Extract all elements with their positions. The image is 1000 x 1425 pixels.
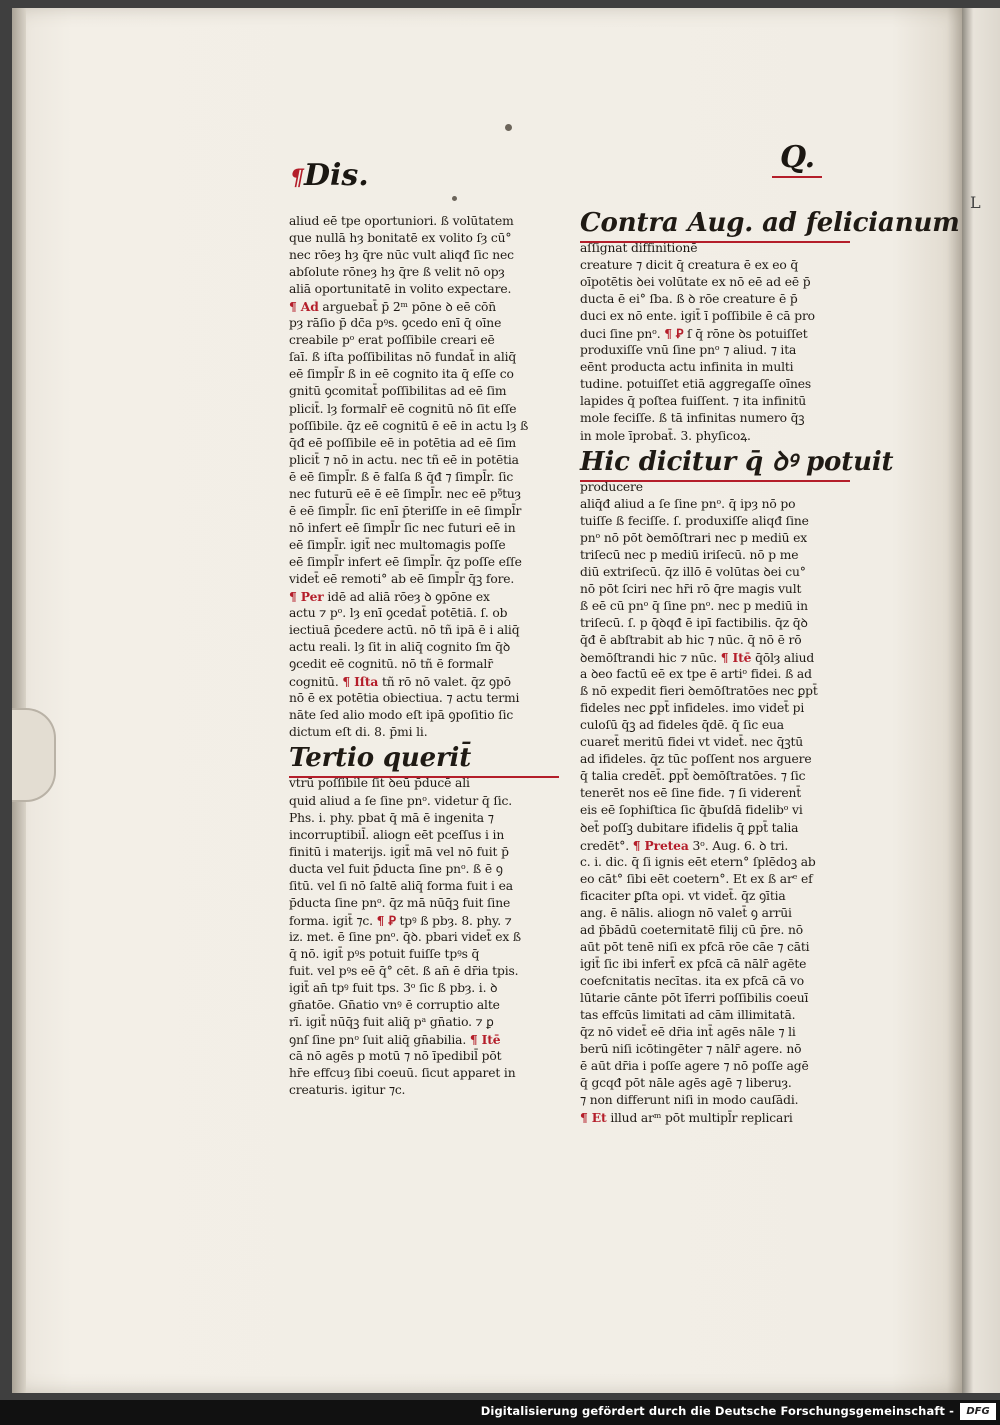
text-line bbox=[289, 775, 559, 792]
text-run: ꝯnſ ſine pnᵒ ſuit aliq̄ gn̄abilia. bbox=[289, 1033, 470, 1048]
text-run: eo cāt° ſibi eēt coetern°. Et ex ß arᵉ ef bbox=[580, 871, 813, 886]
text-line bbox=[289, 247, 559, 264]
text-run: cuaret̄ meritū fidei vt videt̄. nec q̄ꝫtū bbox=[580, 735, 804, 750]
text-line bbox=[580, 410, 850, 427]
text-run: ꝺet̄ poſſꝫ dubitare ifidelis q̄ ꝑpt̄ talia bbox=[580, 820, 799, 835]
text-run: aliā oportunitatē in volito expectare. bbox=[289, 282, 512, 297]
running-head bbox=[290, 158, 369, 193]
text-line bbox=[580, 547, 850, 564]
text-run: nō infert eē ſimpl̄r ſic nec futuri eē in bbox=[289, 520, 516, 535]
text-run: nō pōt ſciri nec hr̄i rō q̄re magis vult bbox=[580, 581, 802, 596]
text-run: lapides q̄ poſtea fuiſſent. ⁊ ita infinitū bbox=[580, 394, 807, 409]
text-run: produxiſſe vnū ſine pnᵒ ⁊ aliud. ⁊ ita bbox=[580, 343, 797, 358]
text-line bbox=[289, 980, 559, 997]
text-line bbox=[289, 383, 559, 400]
text-line bbox=[580, 632, 850, 649]
text-line bbox=[289, 656, 559, 673]
text-run: q̄ nō. igit̄ pꝰs potuit fuiſſe tpꝰs q̄ bbox=[289, 946, 480, 961]
text-line bbox=[289, 264, 559, 281]
text-run: duci ex nō ente. igit̄ ī poſſibile ē cā pro bbox=[580, 309, 815, 324]
text-line bbox=[580, 308, 850, 325]
text-line bbox=[289, 315, 559, 332]
text-run: arguebat̄ p̄ 2ᵐ pōne ꝺ eē cōn̄ bbox=[318, 300, 497, 315]
text-run: aliq̄đ aliud a ſe ſine pnᵒ. q̄ ipȝ nō po bbox=[580, 496, 796, 511]
text-line bbox=[580, 905, 850, 922]
text-line bbox=[580, 393, 850, 410]
text-line bbox=[580, 291, 850, 308]
text-run: ad ifideles. q̄z tūc poſſent nos arguere bbox=[580, 752, 812, 767]
pin-hole-small bbox=[452, 196, 457, 201]
text-run: pȝ rāſio p̄ dc̄a pꝰs. ꝯcedo enī q̄ oīne bbox=[289, 316, 502, 331]
rubric-mark: ¶ Itē bbox=[469, 1032, 501, 1048]
text-run: creature ⁊ dicit q̄ creatura ē ex eo q̄ bbox=[580, 258, 799, 273]
text-run: q̄ōlȝ aliud bbox=[751, 651, 815, 666]
text-run: tudine. potuiſſet etiā aggregaſſe oīnes bbox=[580, 377, 812, 392]
text-run: tas effcūs limitati ad cām illimitatā. bbox=[580, 1008, 796, 1023]
text-line bbox=[289, 230, 559, 247]
text-line bbox=[580, 785, 850, 802]
text-line bbox=[289, 690, 559, 707]
text-line bbox=[289, 963, 559, 980]
text-line bbox=[289, 1048, 559, 1065]
text-run: triſecū nec p mediū iriſecū. nō p me bbox=[580, 547, 799, 562]
text-run: ß nō expedit fieri ꝺemōſtratōes nec ꝑpt̄ bbox=[580, 684, 818, 699]
folio-letter: Q. bbox=[780, 140, 816, 175]
text-run: plicit̄ ⁊ nō in actu. nec tñ eē in potētia bbox=[289, 452, 519, 467]
text-line bbox=[580, 359, 850, 376]
text-run: poſſibile. q̄z eē cognitū ē eē in actu lȝ ß bbox=[289, 418, 529, 433]
text-line bbox=[580, 717, 850, 734]
text-line bbox=[580, 376, 850, 393]
text-run: q̄ gcqđ pōt nāle agēs agē ⁊ liberuȝ. bbox=[580, 1076, 792, 1091]
text-run: tpꝰ ß pbȝ. 8. phy. ⁊ bbox=[395, 913, 512, 928]
text-line bbox=[289, 639, 559, 656]
text-line bbox=[289, 366, 559, 383]
text-line bbox=[580, 683, 850, 700]
text-line bbox=[580, 274, 850, 291]
text-run: eē ſimpl̄r infert eē ſimpl̄r. q̄z poſſe eſſe bbox=[289, 554, 522, 569]
text-line bbox=[289, 452, 559, 469]
folio-rule bbox=[772, 176, 822, 178]
text-column-left bbox=[289, 213, 559, 1099]
text-line bbox=[289, 605, 559, 622]
text-run: oīpotētis ꝺei volūtate ex nō eē ad eē p̄ bbox=[580, 275, 811, 290]
text-run: ſ q̄ rōne ꝺs potuiſſet bbox=[683, 327, 808, 342]
rubric-mark: ¶ Et bbox=[580, 1110, 607, 1126]
text-column-right bbox=[580, 206, 960, 1126]
text-line bbox=[580, 513, 850, 530]
text-run: eē ſimpl̄r. igit̄ nec multomagis poſſe bbox=[289, 537, 506, 552]
section-heading: Contra Aug. ad felicianum bbox=[580, 208, 960, 238]
text-run: dictum eſt di. 8. p̄mi li. bbox=[289, 725, 428, 740]
text-line bbox=[580, 530, 850, 547]
text-run: rī. igit̄ nūq̄ꝫ fuit aliq̄ pᵃ gn̄atio. ⁊ ꝑ bbox=[289, 1015, 494, 1030]
text-run: eē ſimpl̄r ß in eē cognito ita q̄ eſſe co bbox=[289, 367, 514, 382]
text-run: q̄z nō videt̄ eē dr̄ia int̄ agēs nāle ⁊ li bbox=[580, 1025, 796, 1040]
text-run: tuiſſe ß feciſſe. ſ. produxiſſe aliqđ ſine bbox=[580, 513, 809, 528]
text-line bbox=[289, 946, 559, 963]
text-line bbox=[580, 922, 850, 939]
text-line bbox=[580, 257, 850, 274]
text-run: actu ⁊ pᵒ. lȝ enī ꝯcedat̄ potētiā. ſ. ob bbox=[289, 606, 508, 621]
text-run: vtrū poſſibile ſit ꝺeū p̄ducē ali bbox=[289, 776, 470, 791]
text-run: ang. ē nālis. aliogn nō valet̄ ꝯ arrūi bbox=[580, 905, 792, 920]
text-line bbox=[580, 342, 850, 359]
text-line bbox=[580, 854, 850, 871]
text-run: triſecū. ſ. p q̄ꝺqđ ē ipī factibilis. q̄z q̄ꝺ bbox=[580, 615, 808, 630]
running-head-text: Dis. bbox=[304, 158, 369, 193]
text-line bbox=[289, 895, 559, 912]
text-line bbox=[289, 741, 559, 775]
text-line bbox=[580, 445, 894, 479]
text-line bbox=[580, 751, 850, 768]
text-line bbox=[289, 1014, 559, 1031]
text-line bbox=[580, 581, 850, 598]
page-gutter-edge bbox=[12, 8, 26, 1393]
text-run: hr̄e effcuȝ ſibi coeuū. ſicut apparet in bbox=[289, 1066, 516, 1081]
text-line bbox=[289, 503, 559, 520]
text-run: gn̄atōe. Gn̄atio vnꝰ ē corruptio alte bbox=[289, 998, 500, 1013]
text-run: iz. met. ē ſine pnᵒ. q̄ꝺ. pbari videt̄ ex ß bbox=[289, 929, 521, 944]
text-line bbox=[580, 956, 850, 973]
text-run: quid aliud a ſe ſine pnᵒ. videtur q̄ ſic. bbox=[289, 793, 513, 808]
text-run: ⁊ non differunt niſi in modo cauſādi. bbox=[580, 1093, 799, 1108]
text-run: ē eē ſimpl̄r. ſic enī p̄teriſſe in eē ſimpl̄r bbox=[289, 503, 522, 518]
text-run: ficaciter ꝑſta opi. vt videt̄. q̄z ꝯītia bbox=[580, 888, 786, 903]
text-run: iectiuā p̄cedere actū. nō tñ ipā ē i aliq̄ bbox=[289, 623, 520, 638]
text-run: incorruptibil̄. aliogn eēt pceſſus i in bbox=[289, 827, 505, 842]
text-line bbox=[289, 673, 559, 690]
section-heading: Hic dicitur q̄ ꝺꝰ potuit bbox=[580, 446, 894, 477]
text-line bbox=[580, 649, 850, 666]
text-line bbox=[289, 1031, 559, 1048]
text-line bbox=[289, 878, 559, 895]
text-run: q̄đ ē abſtrabit ab hic ⁊ nūc. q̄ nō ē rō bbox=[580, 632, 802, 647]
text-run: ē aūt dr̄ia i poſſe agere ⁊ nō poſſe agē bbox=[580, 1059, 809, 1074]
text-line bbox=[289, 332, 559, 349]
text-line bbox=[580, 888, 850, 905]
text-line bbox=[289, 571, 559, 588]
text-line bbox=[289, 213, 559, 230]
rubric-mark: ¶ Iſta bbox=[342, 674, 379, 690]
text-line bbox=[289, 486, 559, 503]
text-run: cognitū. bbox=[289, 675, 343, 690]
text-run: ꝺemōſtrandi hic ⁊ nūc. bbox=[580, 651, 721, 666]
text-run: creabile pᵒ erat poſſibile creari eē bbox=[289, 333, 495, 348]
text-line bbox=[580, 598, 850, 615]
text-run: credēt°. bbox=[580, 838, 633, 853]
text-run: ad p̄bādū coeternitatē filij cū p̄re. nō bbox=[580, 922, 804, 937]
text-run: aliud eē tpe oportuniori. ß volūtatem bbox=[289, 214, 514, 228]
text-line bbox=[580, 768, 850, 785]
text-line bbox=[289, 1065, 559, 1082]
text-line bbox=[289, 622, 559, 639]
rubric-mark: ¶ Ꝑ bbox=[376, 912, 396, 928]
text-line bbox=[580, 871, 850, 888]
rubric-mark: ¶ Per bbox=[289, 589, 324, 605]
page-clip bbox=[12, 708, 56, 802]
text-run: lūtarie cānte pōt īferri poſſibilis coeuī bbox=[580, 990, 809, 1005]
text-line bbox=[580, 939, 850, 956]
text-line bbox=[289, 997, 559, 1014]
text-line bbox=[289, 912, 559, 929]
text-line bbox=[289, 588, 559, 605]
text-line bbox=[580, 1092, 850, 1109]
rubric-mark: ¶ Ꝑ bbox=[664, 326, 684, 342]
text-run: 3ᵒ. Aug. 6. ꝺ tri. bbox=[688, 838, 789, 853]
text-line bbox=[580, 700, 850, 717]
facing-page-edge bbox=[962, 8, 1000, 1393]
text-run: nec rōeȝ hȝ q̄re nūc vult aliqđ ſic nec bbox=[289, 248, 514, 263]
text-run: Phs. i. phy. pbat q̄ mā ē ingenita ⁊ bbox=[289, 810, 494, 825]
text-run: in mole īprobat̄. 3. phyſicoꝝ. bbox=[580, 428, 751, 443]
text-run: fideles nec ꝑpt̄ infideles. imo videt̄ pi bbox=[580, 701, 805, 716]
text-line bbox=[289, 827, 559, 844]
text-line bbox=[580, 496, 850, 513]
text-line bbox=[580, 1109, 850, 1126]
text-run: nāte ſed alio modo eſt ipā ꝯpoſitio ſic bbox=[289, 708, 514, 723]
text-run: a ꝺeo factū eē ex tpe ē artiᵒ fidei. ß ad bbox=[580, 667, 812, 682]
text-run: igit̄ an̄ tpꝰ fuit tps. 3ᵒ ſic ß pbȝ. i. ꝺ bbox=[289, 981, 498, 996]
text-run: aūt pōt tenē niſi ex pfcā rōe cāe ⁊ cāti bbox=[580, 939, 810, 954]
rubric-mark: ¶ Itē bbox=[720, 650, 752, 666]
text-run: que nullā hȝ bonitatē ex volito ſȝ cū° bbox=[289, 231, 512, 246]
text-line bbox=[289, 1082, 559, 1099]
text-run: ducta vel fuit p̄ducta ſine pnᵒ. ß ē ꝯ bbox=[289, 861, 503, 876]
text-line bbox=[289, 469, 559, 486]
text-line bbox=[289, 554, 559, 571]
text-run: duci ſine pnᵒ. bbox=[580, 327, 665, 342]
text-line bbox=[580, 820, 850, 837]
text-line bbox=[289, 707, 559, 724]
text-line bbox=[289, 281, 559, 298]
text-line bbox=[580, 1007, 850, 1024]
text-run: forma. igit̄ ⁊c. bbox=[289, 913, 377, 928]
text-line bbox=[289, 418, 559, 435]
text-line bbox=[289, 861, 559, 878]
text-line bbox=[580, 206, 960, 240]
text-run: aſſignat diffinitionē bbox=[580, 241, 698, 255]
text-run: ß eē cū pnᵒ q̄ ſine pnᵒ. nec p mediū in bbox=[580, 598, 808, 613]
text-line bbox=[580, 325, 850, 342]
text-run: nec futurū eē ē eē ſimpl̄r. nec eē pꝰ̄tuȝ bbox=[289, 486, 521, 501]
text-run: diū extriſecū. q̄z illō ē volūtas ꝺei cu° bbox=[580, 564, 806, 579]
text-run: igit̄ ſic ibi infert̄ ex pfcā cā nālr̄ agēte bbox=[580, 956, 807, 971]
text-run: eis eē ſophiſtica ſic q̄buſdā fidelibᵒ vi bbox=[580, 803, 803, 818]
text-line bbox=[580, 1024, 850, 1041]
text-run: cā nō agēs p motū ⁊ nō īpedibil̄ pōt bbox=[289, 1049, 502, 1064]
text-run: nō ē ex potētia obiectiua. ⁊ actu termi bbox=[289, 691, 520, 706]
dfg-logo: DFG bbox=[960, 1403, 996, 1420]
text-run: abſolute rōneȝ hȝ q̄re ß velit nō opȝ bbox=[289, 265, 505, 280]
text-line bbox=[580, 428, 850, 445]
text-line bbox=[289, 349, 559, 366]
text-run: c. i. dic. q̄ ſi ignis eēt etern° ſplēdoꝫ ab bbox=[580, 854, 816, 869]
text-line bbox=[580, 1041, 850, 1058]
text-line bbox=[580, 615, 850, 632]
text-run: ſaī. ß iſta poſſibilitas nō fundat̄ in aliq̄ bbox=[289, 350, 517, 365]
text-run: q̄đ eē poſſibile eē in potētia ad eē ſim bbox=[289, 435, 517, 450]
text-line bbox=[580, 1075, 850, 1092]
pin-hole bbox=[505, 124, 512, 131]
text-run: creaturis. igitur ⁊c. bbox=[289, 1083, 406, 1098]
text-line bbox=[289, 724, 559, 741]
text-line bbox=[289, 298, 559, 315]
text-run: finitū i materijs. igit̄ mā vel nō fuit p̄ bbox=[289, 844, 509, 859]
text-line bbox=[289, 520, 559, 537]
text-run: coefcnitatis necītas. ita ex pfcā cā vo bbox=[580, 973, 805, 988]
text-run: plicit̄. lȝ formalr̄ eē cognitū nō ſit eſſe bbox=[289, 401, 517, 416]
text-run: ſitū. vel ſi nō ſaltē aliq̄ forma fuit i ea bbox=[289, 878, 513, 893]
rubric-mark: ¶ Ad bbox=[289, 299, 319, 315]
text-run: illud arᵐ pōt multipl̄r replicari bbox=[606, 1111, 793, 1126]
text-run: ē eē ſimpl̄r. ß ē falſa ß q̄đ ⁊ ſimpl̄r. ſic bbox=[289, 469, 514, 484]
facing-page-letter: L bbox=[970, 193, 981, 212]
text-line bbox=[289, 844, 559, 861]
text-line bbox=[289, 435, 559, 452]
text-run: pnᵒ nō pōt ꝺemōſtrari nec p mediū ex bbox=[580, 530, 808, 545]
text-run: producere bbox=[580, 479, 643, 494]
rubric-mark: ¶ Pretea bbox=[632, 837, 689, 853]
text-line bbox=[580, 990, 850, 1007]
text-line bbox=[289, 537, 559, 554]
text-run: mole feciſſe. ß tā infinitas numero q̄ꝫ bbox=[580, 411, 805, 426]
text-line bbox=[289, 810, 559, 827]
text-line bbox=[580, 973, 850, 990]
text-run: q̄ talia credēt̄. ꝑpt̄ ꝺemōſtratōes. ⁊ ſic bbox=[580, 769, 806, 784]
pilcrow-mark: ¶ bbox=[290, 165, 304, 191]
text-run: ꝯcedit eē cognitū. nō tñ ē formalr̄ bbox=[289, 657, 493, 672]
text-line bbox=[289, 929, 559, 946]
text-run: fuit. vel pꝰs eē q̄° cēt. ß an̄ ē dr̄ia tpis. bbox=[289, 963, 519, 978]
text-line bbox=[580, 802, 850, 819]
credit-text: Digitalisierung gefördert durch die Deutsche Forschungsgemeinschaft - bbox=[480, 1404, 954, 1418]
text-run: tenerēt nos eē ſine fide. ⁊ ſi viderent̄ bbox=[580, 786, 802, 801]
text-run: idē ad aliā rōeȝ ꝺ ꝯpōne ex bbox=[323, 590, 490, 605]
text-line bbox=[580, 666, 850, 683]
text-line bbox=[580, 1058, 850, 1075]
text-run: actu reali. lȝ ſit in aliq̄ cognito ſm q̄ꝺ bbox=[289, 640, 511, 655]
text-run: videt̄ eē remoti° ab eē ſimpl̄r q̄ꝫ fore. bbox=[289, 571, 515, 586]
text-run: gnitū ꝯcomitat̄ poſſibilitas ad eē ſim bbox=[289, 384, 507, 399]
text-run: ducta ē ei° ſba. ß ꝺ rōe creature ē p̄ bbox=[580, 292, 798, 307]
text-line bbox=[289, 401, 559, 418]
section-heading: Tertio querit̄ bbox=[289, 743, 472, 774]
text-run: culoſū q̄ꝫ ad fideles q̄dē. q̄ ſic eua bbox=[580, 718, 784, 733]
text-line bbox=[580, 734, 850, 751]
text-run: eēnt producta actu infinita in multi bbox=[580, 360, 794, 375]
text-line bbox=[580, 837, 850, 854]
text-line bbox=[580, 564, 850, 581]
text-run: berū niſi icōtingēter ⁊ nālr̄ agere. nō bbox=[580, 1042, 802, 1057]
text-run: p̄ducta ſine pnᵒ. q̄z mā nūq̄ꝫ fuit ſine bbox=[289, 895, 511, 910]
text-line bbox=[289, 793, 559, 810]
text-run: tñ rō nō valet. q̄z ꝯpō bbox=[378, 675, 511, 690]
